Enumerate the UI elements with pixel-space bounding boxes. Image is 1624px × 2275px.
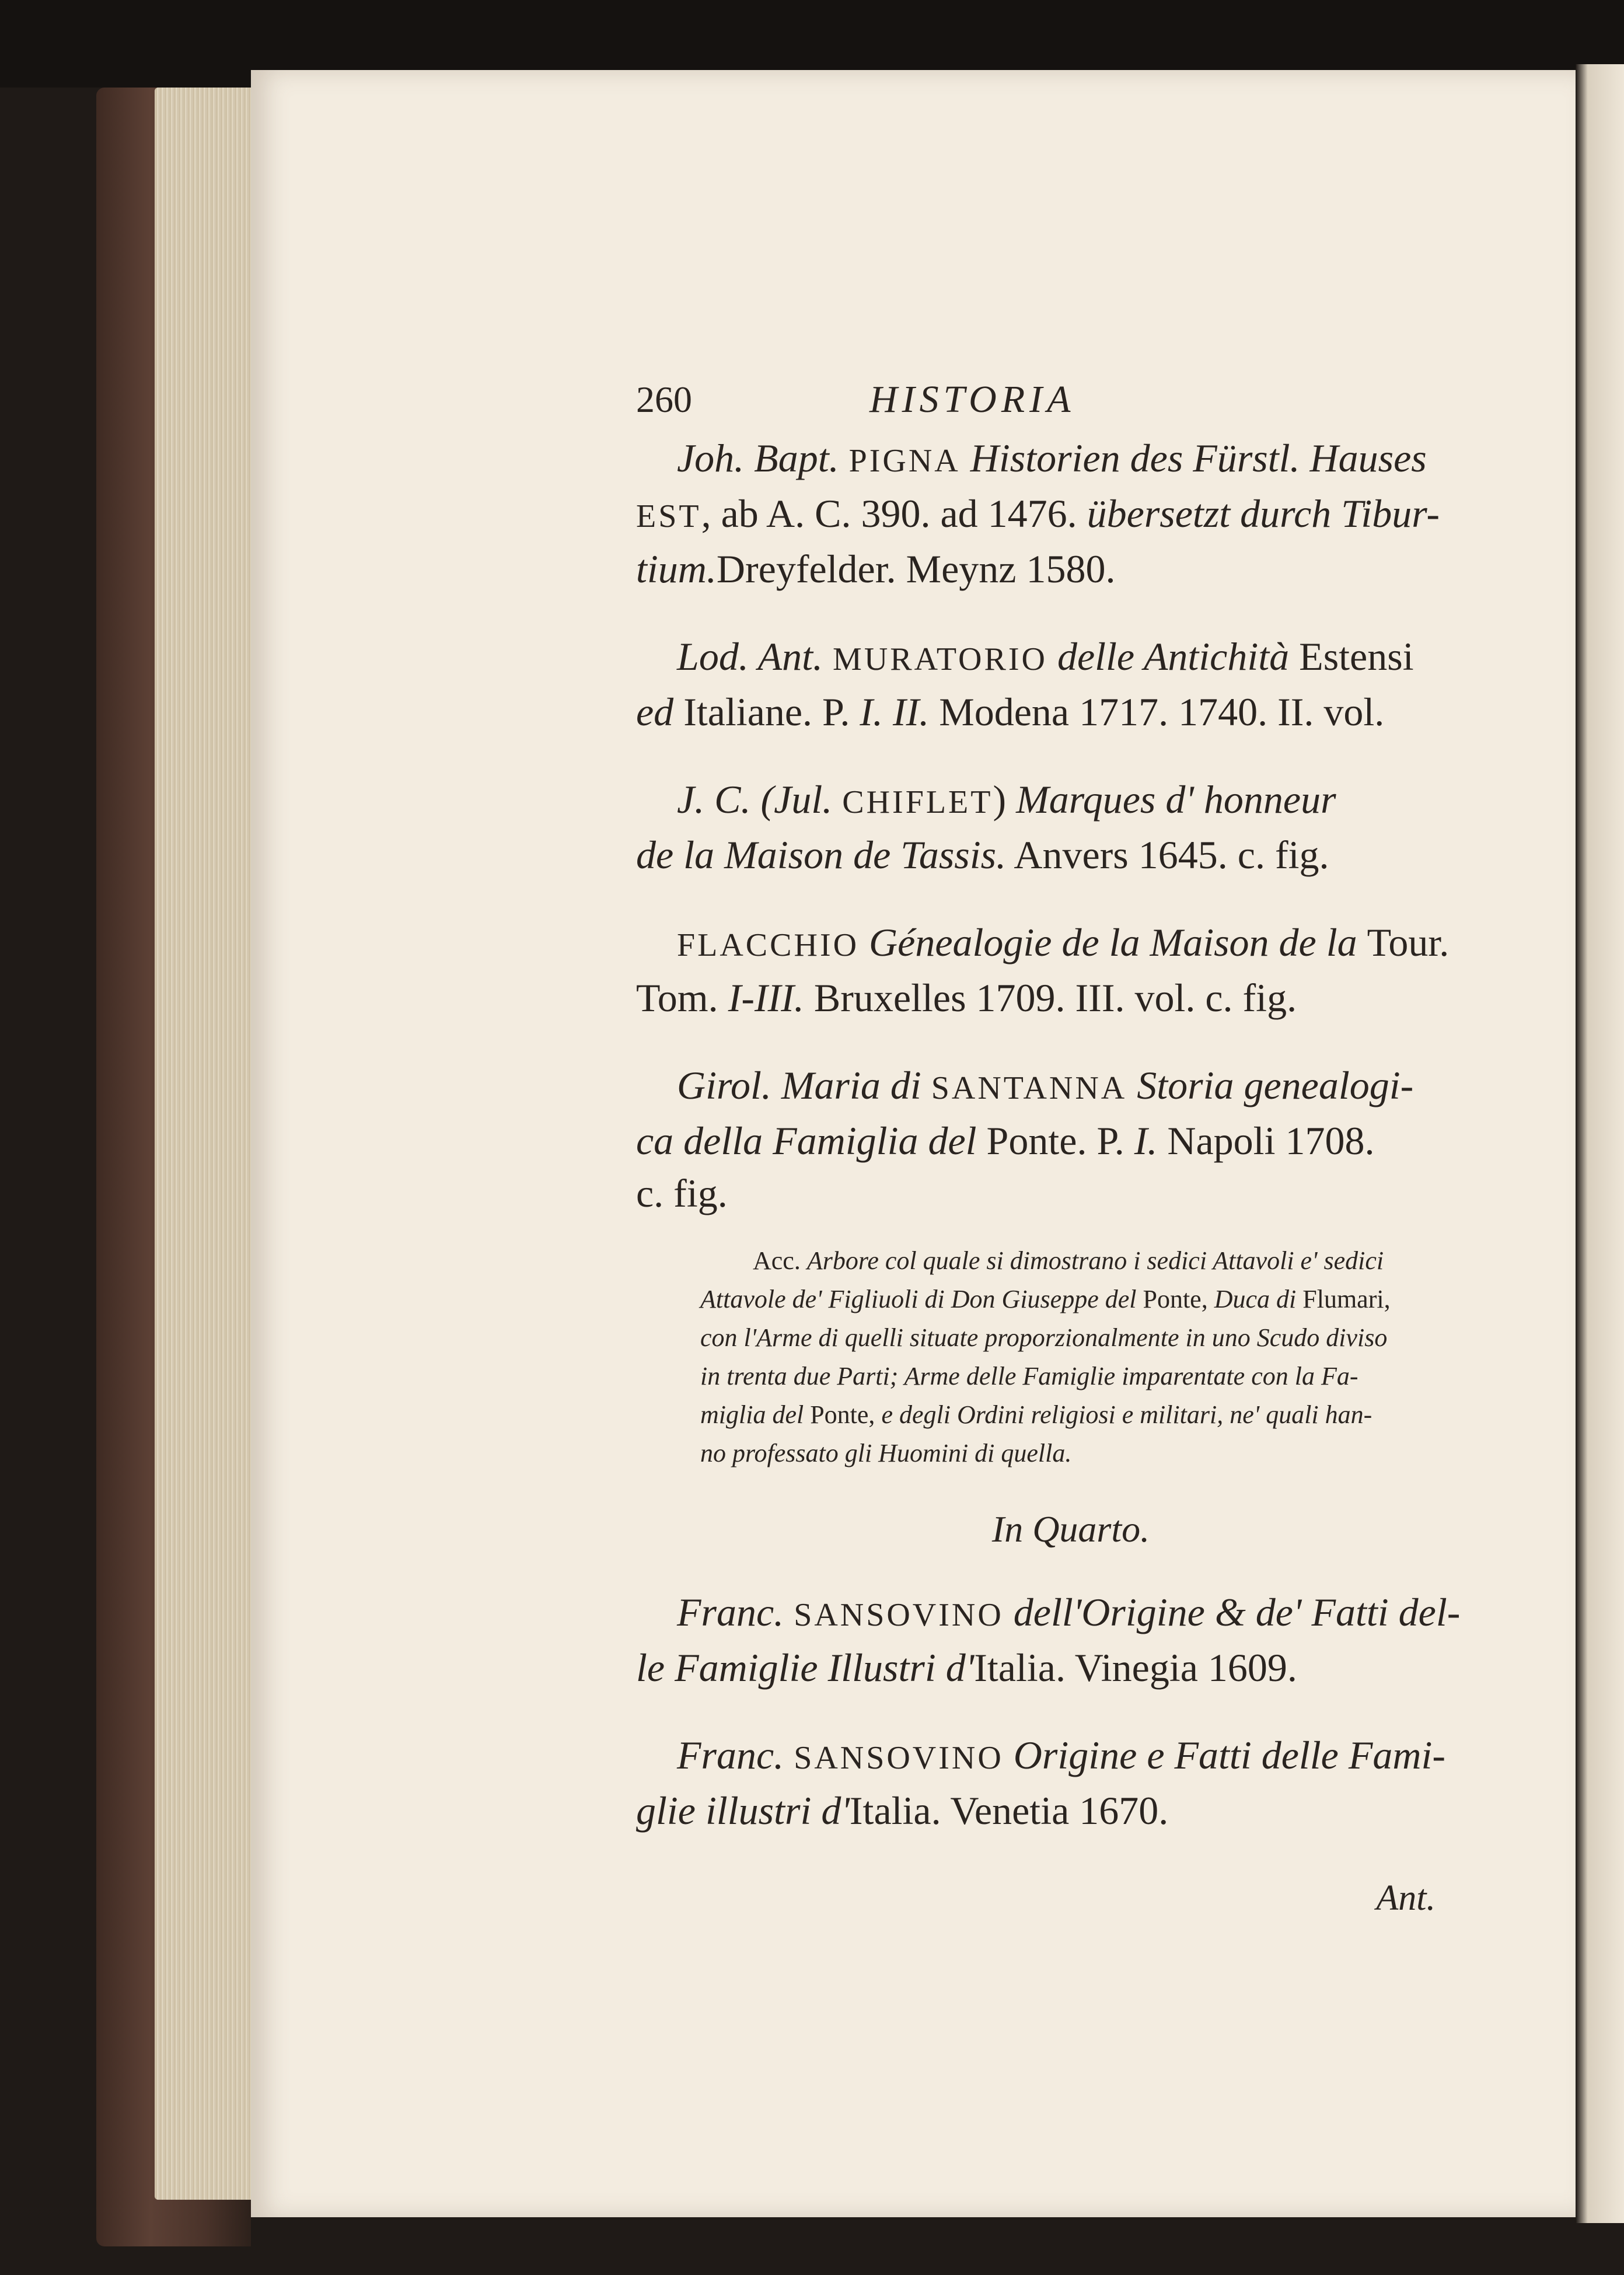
title-text: le Famiglie Illustri d' (636, 1645, 975, 1690)
note-text: miglia del (700, 1400, 811, 1429)
catchword: Ant. (1376, 1878, 1436, 1918)
note-text: Arbore col quale si dimostrano i sedici Attavoli e' sedici (806, 1246, 1384, 1275)
title-text: delle Antichità (1047, 634, 1300, 679)
entry-line (636, 829, 1436, 881)
imprint: Tom. (636, 976, 728, 1020)
imprint: I. II. (860, 690, 930, 734)
author-forename: J. C. (Jul. (677, 777, 843, 822)
note-text: Attavole de' Figliuoli di Don Giuseppe del (700, 1285, 1143, 1313)
entry-note (636, 1242, 1436, 1473)
imprint: Bruxelles 1709. III. vol. c. fig. (804, 976, 1297, 1020)
entry-line (636, 1114, 1436, 1167)
note-line (636, 1319, 1436, 1357)
title-text: übersetzt durch Tibur- (1087, 491, 1440, 536)
title-text: , ab A. C. 390. ad 1476. (701, 491, 1087, 536)
imprint: Anvers 1645. c. fig. (1006, 833, 1329, 877)
note-line (636, 1242, 1436, 1280)
note-text: Acc. (753, 1246, 807, 1275)
entry-line (636, 1641, 1436, 1694)
title-text: Historien des Fürstl. Hauses (960, 436, 1427, 480)
author-surname: SANSOVINO (794, 1740, 1004, 1776)
title-text: Marques d' honneur (1016, 777, 1336, 822)
bibliography-entry (636, 432, 1440, 595)
author-surname: FLACCHIO (677, 927, 860, 963)
imprint: I-III. (728, 976, 804, 1020)
title-text: Origine e Fatti delle Fami- (1003, 1733, 1446, 1777)
page-edges (155, 88, 260, 2200)
title-text: ed (636, 690, 684, 734)
bibliography-entry (636, 1059, 1436, 1219)
title-text: ca della Famiglia del (636, 1119, 987, 1163)
imprint: Italiane. P. (683, 690, 860, 734)
imprint: Napoli 1708. (1157, 1119, 1375, 1163)
entry-line (636, 630, 1436, 686)
note-text: Ponte, (1143, 1285, 1214, 1313)
entry-line (636, 971, 1436, 1024)
bibliography-entry (636, 773, 1436, 881)
page-number: 260 (636, 379, 692, 420)
punctuation: ) (993, 777, 1017, 822)
author-forename: Franc. (677, 1733, 794, 1777)
note-text: Ponte, (810, 1400, 882, 1429)
title-text: de la Maison de Tassis. (636, 833, 1007, 877)
imprint: Italia. Venetia 1670. (849, 1788, 1169, 1833)
imprint: Ponte. P. (986, 1119, 1134, 1163)
author-forename: Girol. Maria di (677, 1063, 931, 1107)
author-forename: Franc. (677, 1590, 794, 1634)
note-line (636, 1357, 1436, 1396)
section-heading: In Quarto. (991, 1508, 1150, 1550)
imprint: Modena 1717. 1740. II. vol. (929, 690, 1385, 734)
imprint: Italia. Vinegia 1609. (974, 1645, 1297, 1690)
author-surname: CHIFLET (842, 784, 993, 820)
facing-page-edge (1576, 64, 1624, 2223)
entry-line (636, 1586, 1461, 1641)
note-text: con l'Arme di quelli situate proporzionalmente in uno Scudo diviso (700, 1323, 1388, 1352)
title-text: EST (636, 498, 701, 534)
author-forename: Joh. Bapt. (677, 436, 849, 480)
entry-line (636, 432, 1436, 487)
imprint: I. (1134, 1119, 1158, 1163)
title-text: glie illustri d' (636, 1788, 850, 1833)
entry-line (636, 1784, 1436, 1837)
entry-line (636, 916, 1450, 971)
bibliography-entry (636, 1729, 1446, 1837)
running-title: HISTORIA (869, 378, 1075, 421)
entry-line (636, 773, 1436, 829)
title-text: Tour. (1367, 920, 1450, 964)
note-text: Flumari, (1302, 1285, 1391, 1313)
bibliography-entry (636, 630, 1436, 738)
author-surname: MURATORIO (833, 641, 1047, 677)
note-text: no professato gli Huomini di quella. (700, 1439, 1072, 1467)
author-surname: SANTANNA (931, 1070, 1127, 1106)
text-block (636, 373, 1461, 1919)
author-surname: SANSOVINO (794, 1597, 1004, 1633)
bibliography-entry (636, 1586, 1461, 1694)
entry-line (636, 1167, 1436, 1219)
note-line (636, 1280, 1436, 1319)
note-text: in trenta due Parti; Arme delle Famiglie imparentate con la Fa- (700, 1362, 1358, 1390)
title-text: tium. (636, 547, 717, 591)
title-text: Storia genealogi- (1127, 1063, 1414, 1107)
bibliography-entry (636, 916, 1450, 1024)
title-text: Génealogie de la Maison de la (859, 920, 1367, 964)
author-surname: PIGNA (848, 443, 961, 479)
entry-line (636, 1059, 1436, 1114)
title-text: dell'Origine & de' Fatti del- (1003, 1590, 1461, 1634)
entry-line (636, 686, 1436, 738)
title-text: Estensi (1299, 634, 1414, 679)
note-line (636, 1396, 1436, 1434)
note-text: Duca di (1214, 1285, 1303, 1313)
imprint: Dreyfelder. Meynz 1580. (716, 547, 1116, 591)
page-header (636, 373, 1436, 426)
entry-line (636, 487, 1440, 543)
imprint: c. fig. (636, 1171, 728, 1215)
note-line (636, 1434, 1436, 1473)
note-text: e degli Ordini religiosi e militari, ne' quali han- (881, 1400, 1372, 1429)
author-forename: Lod. Ant. (677, 634, 833, 679)
entry-line (636, 1729, 1446, 1784)
entry-line (636, 543, 1436, 595)
